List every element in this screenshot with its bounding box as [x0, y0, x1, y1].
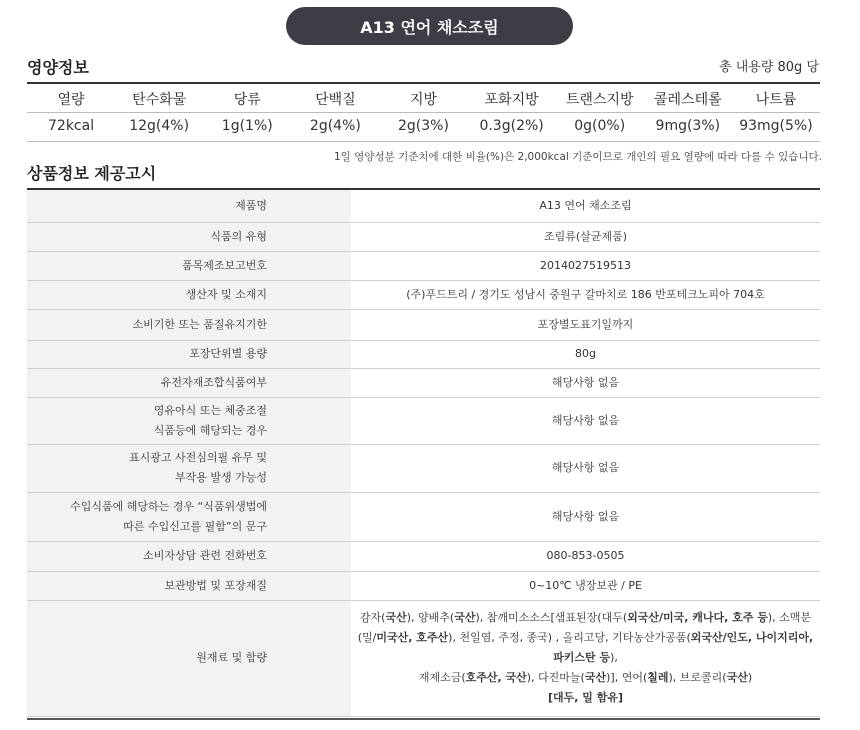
ingredient-origin: [대두, 밀 함유] — [547, 691, 624, 704]
info-value: 0~10℃ 냉장보관 / PE — [351, 571, 820, 600]
nutrition-bottom-rule — [27, 141, 820, 142]
info-key-line: 표시광고 사전심의필 유무 및 — [128, 451, 267, 464]
ingredients-line — [351, 628, 820, 668]
nutrition-header-cell: 단백질 — [315, 92, 356, 108]
info-row — [27, 340, 820, 368]
info-value: A13 연어 채소조림 — [351, 190, 820, 222]
ingredient-origin: 미국산, 호주산 — [376, 631, 449, 644]
info-key-line: 영유아식 또는 체중조절 — [153, 403, 267, 417]
ingredient-text: ), 참깨미소소스[샘표된장(대두( — [475, 611, 628, 624]
product-info-table — [27, 190, 820, 717]
info-key-line: 따른 수입신고를 필함”의 문구 — [123, 519, 267, 533]
info-row — [27, 280, 820, 309]
ingredients-line — [351, 668, 820, 688]
info-row — [27, 222, 820, 251]
info-key — [27, 368, 351, 397]
nutrition-value-cell: 2g(3%) — [398, 118, 449, 134]
info-value: 2014027519513 — [351, 251, 820, 280]
nutrition-value-cell: 9mg(3%) — [655, 118, 721, 134]
nutrition-header-cell: 탄수화물 — [132, 92, 187, 108]
info-key-line: 유전자재조합식품여부 — [160, 375, 267, 389]
info-row — [27, 368, 820, 397]
info-value: 80g — [351, 340, 820, 368]
nutrition-value-cell: 2g(4%) — [309, 118, 361, 134]
info-key-line: 제품명 — [235, 198, 267, 212]
info-key — [27, 280, 351, 309]
info-key — [27, 571, 351, 600]
info-value: 포장별도표기일까지 — [351, 309, 820, 340]
info-key — [27, 251, 351, 280]
ingredients-line — [351, 688, 820, 708]
info-key-line: 식품의 유형 — [210, 229, 267, 243]
info-row — [27, 251, 820, 280]
ingredient-text: ), 소맥분 — [767, 611, 812, 624]
info-key — [27, 444, 351, 492]
info-key — [27, 541, 351, 571]
ingredient-origin: 국산 — [454, 611, 476, 624]
info-key-line: 부작용 발생 가능성 — [174, 471, 267, 484]
nutrition-value-cell: 0.3g(2%) — [479, 118, 544, 134]
ingredient-text: ) — [747, 671, 753, 684]
info-key-line: 소비자상담 관련 전화번호 — [143, 549, 267, 562]
ingredient-origin: 호주산, 국산 — [465, 671, 527, 684]
ingredient-text: 재제소금( — [418, 671, 466, 684]
info-value: 해당사항 없음 — [351, 492, 820, 541]
info-key-line: 포장단위별 용량 — [189, 347, 267, 360]
info-key — [27, 222, 351, 251]
nutrition-value-cell: 72kcal — [48, 118, 95, 134]
info-row — [27, 190, 820, 222]
info-value: 해당사항 없음 — [351, 368, 820, 397]
nutrition-header-cell: 지방 — [409, 92, 438, 108]
info-key — [27, 190, 351, 222]
product-title-badge — [286, 7, 573, 45]
nutrition-value-cell: 1g(1%) — [221, 118, 273, 134]
info-key-line: 보관방법 및 포장재질 — [164, 578, 267, 592]
info-key-line: 수입식품에 해당하는 경우 “식품위생법에 — [70, 499, 267, 513]
nutrition-header-cell: 나트륨 — [755, 92, 797, 108]
ingredient-origin: 외국산/미국, 캐나다, 호주 등 — [627, 611, 768, 624]
nutrition-header-cell: 포화지방 — [484, 92, 539, 108]
product-title: A13 연어 채소조림 — [360, 17, 499, 37]
info-row — [27, 571, 820, 600]
info-key — [27, 492, 351, 541]
ingredient-text: (밀/ — [357, 631, 377, 644]
info-value: (주)푸드트리 / 경기도 성남시 중원구 갈마치로 186 반포테크노피아 704호 — [351, 280, 820, 309]
nutrition-section-title: 영양정보 — [27, 58, 89, 77]
info-key — [27, 340, 351, 368]
product-info-section-title: 상품정보 제공고시 — [27, 164, 157, 183]
nutrition-header-row — [27, 89, 820, 109]
info-value: 해당사항 없음 — [351, 444, 820, 492]
nutrition-mid-rule — [27, 112, 820, 113]
ingredient-text: ), 양배추( — [406, 611, 455, 624]
ingredient-text: ), — [610, 651, 618, 664]
ingredient-text: ), 브로콜리( — [668, 671, 727, 684]
nutrition-top-rule — [27, 82, 820, 84]
info-value: 080-853-0505 — [351, 541, 820, 571]
per-serving-label: 총 내용량 80g 당 — [719, 60, 819, 75]
ingredients-line — [351, 608, 820, 628]
info-row — [27, 444, 820, 492]
nutrition-note: 1일 영양성분 기준치에 대한 비율(%)은 2,000kcal 기준이므로 개인의 필요 열량에 따라 다를 수 있습니다. — [334, 151, 822, 163]
ingredient-origin: 국산 — [584, 671, 607, 684]
ingredient-origin: 국산 — [726, 671, 748, 684]
nutrition-header-cell: 콜레스테롤 — [654, 92, 722, 108]
ingredient-text: 감자( — [359, 611, 386, 624]
info-key — [27, 397, 351, 444]
ingredient-text: )], 연어( — [606, 671, 648, 684]
page-bottom-rule — [27, 718, 820, 720]
ingredient-origin: 국산 — [385, 611, 407, 624]
nutrition-value-cell: 93mg(5%) — [739, 118, 813, 134]
info-key-line: 생산자 및 소재지 — [185, 287, 267, 301]
nutrition-value-row — [27, 118, 820, 134]
info-key — [27, 309, 351, 340]
info-row — [27, 492, 820, 541]
info-key: 원재료 및 함량 — [27, 600, 351, 716]
info-row — [27, 541, 820, 571]
info-row — [27, 397, 820, 444]
info-key-line: 품목제조보고번호 — [181, 258, 267, 272]
ingredient-text: ), 다진마늘( — [526, 671, 585, 684]
info-row — [27, 309, 820, 340]
ingredient-origin: 외국산/인도, 나이지리아, 파키스탄 등 — [553, 631, 814, 664]
info-value: 해당사항 없음 — [351, 397, 820, 444]
ingredient-text: ), 천일염, 주정, 종국) , 올리고당, 기타농산가공품( — [448, 631, 691, 644]
nutrition-value-cell: 12g(4%) — [129, 118, 190, 134]
info-key-line: 식품등에 해당되는 경우 — [153, 423, 267, 437]
info-key-line: 소비기한 또는 품질유지기한 — [132, 317, 267, 331]
ingredients-value — [351, 600, 820, 716]
info-row-ingredients — [27, 600, 820, 716]
nutrition-header-cell: 당류 — [233, 92, 261, 108]
ingredient-origin: 칠레 — [647, 671, 669, 684]
nutrition-header-cell: 트랜스지방 — [565, 92, 634, 108]
nutrition-header-cell: 열량 — [57, 92, 85, 108]
info-value: 조림류(살균제품) — [351, 222, 820, 251]
nutrition-value-cell: 0g(0%) — [574, 118, 626, 134]
